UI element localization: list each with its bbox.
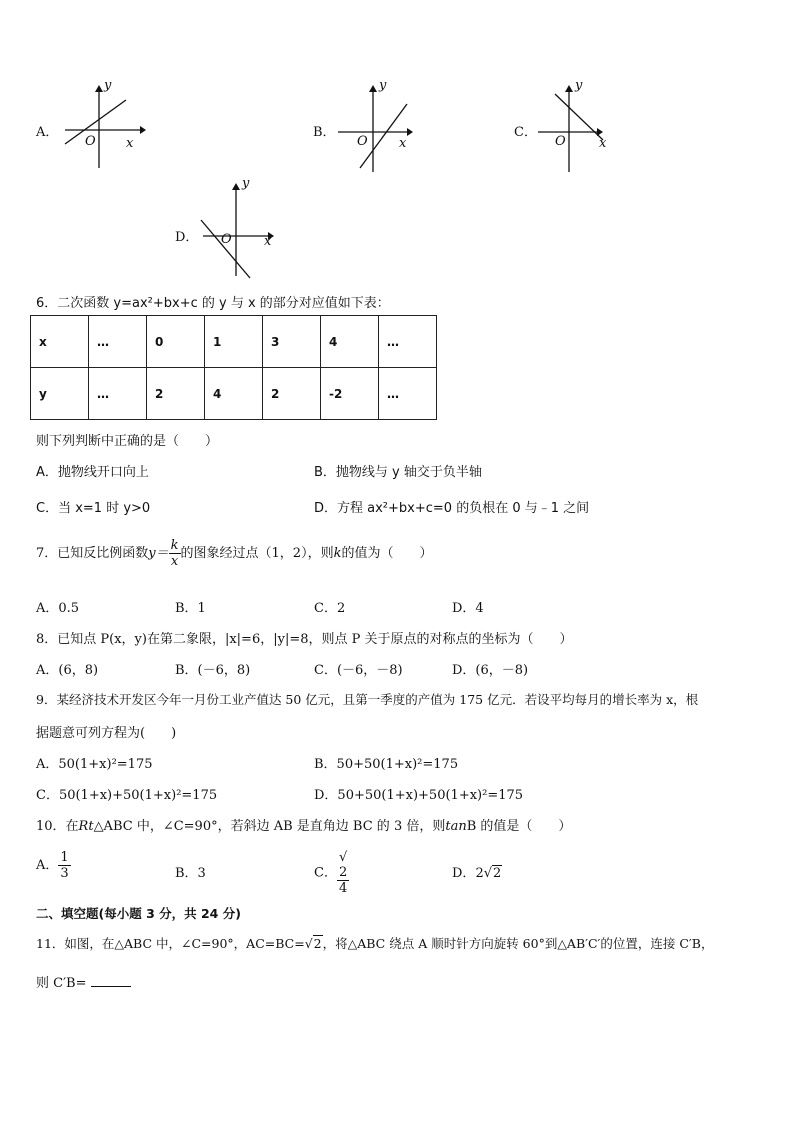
q7-text-post2: 的值为（ ） — [341, 546, 433, 561]
table-cell: … — [379, 368, 437, 420]
table-cell: … — [379, 316, 437, 368]
q10-c-num: √ 2 — [338, 850, 348, 880]
q8-stem: 8．已知点 P(x，y)在第二象限，|x|=6，|y|=8，则点 P 关于原点的对称点的坐标为（ ） — [36, 632, 573, 647]
q11-line2-text: 则 C′B= — [36, 976, 87, 991]
q7-option-a: A．0.5 — [36, 601, 80, 616]
origin-label: O — [357, 134, 368, 149]
table-cell: 2 — [147, 368, 205, 420]
y-axis-label: y — [575, 78, 583, 93]
y-axis-label: y — [379, 78, 387, 93]
q10-d-label: D． — [452, 866, 476, 881]
q7-stem — [36, 538, 432, 569]
q10-a-fraction — [58, 850, 70, 881]
q5-option-a-graph — [60, 80, 150, 170]
q5-option-d-graph — [198, 178, 288, 280]
table-cell: 4 — [321, 316, 379, 368]
q7-frac-num: k — [170, 538, 179, 553]
q11-radicand: 2 — [313, 936, 322, 951]
q10-option-c — [314, 850, 349, 896]
q7-option-d: D．4 — [452, 601, 484, 616]
q10-a-num: 1 — [60, 850, 69, 865]
q10-c-den: 4 — [338, 881, 348, 896]
table-cell: 2 — [263, 368, 321, 420]
table-cell: 3 — [263, 316, 321, 368]
q6-option-a: A．抛物线开口向上 — [36, 465, 149, 480]
table-cell: -2 — [321, 368, 379, 420]
q10-text-post: B 的值是（ ） — [466, 819, 572, 834]
q7-text-pre: 7．已知反比例函数 — [36, 546, 149, 561]
q9-option-c: C．50(1+x)+50(1+x)²=175 — [36, 788, 218, 803]
q10-d-radicand: 2 — [493, 866, 502, 881]
table-cell: 1 — [205, 316, 263, 368]
q5-d-line — [201, 220, 250, 278]
q7-frac-den: x — [170, 554, 179, 569]
q5-option-a-label: A． — [36, 125, 59, 140]
q10-d-coef: 2 — [475, 866, 484, 881]
x-axis-label: x — [126, 136, 134, 151]
q5-option-b-label: B． — [313, 125, 336, 140]
q6-prompt: 则下列判断中正确的是（ ） — [36, 434, 219, 449]
origin-label: O — [221, 232, 232, 247]
table-cell: 4 — [205, 368, 263, 420]
answer-blank[interactable] — [91, 986, 131, 987]
section-heading: 二、填空题(每小题 3 分，共 24 分) — [36, 906, 241, 921]
q7-k: k — [333, 546, 342, 561]
q5-option-b-graph — [335, 80, 425, 175]
q10-text-pre: 10．在 — [36, 819, 79, 834]
q10-tan: tan — [445, 819, 467, 834]
q9-stem-line1: 9．某经济技术开发区今年一月份工业产值达 50 亿元，且第一季度的产值为 175 亿元．若设平均每月的增长率为 x，根 — [36, 692, 699, 707]
q7-fraction — [169, 538, 181, 569]
q10-c-label: C． — [314, 865, 337, 881]
q8-option-b: B．(－6，8) — [175, 663, 251, 678]
q6-stem: 6．二次函数 y=ax²+bx+c 的 y 与 x 的部分对应值如下表： — [36, 296, 390, 311]
q11-text-post: ，将△ABC 绕点 A 顺时针方向旋转 60°到△AB′C′的位置，连接 C′B， — [322, 936, 714, 951]
q10-a-label: A． — [36, 858, 59, 873]
q6-option-b: B．抛物线与 y 轴交于负半轴 — [314, 465, 482, 480]
q10-rt: Rt — [78, 819, 94, 834]
q11-stem-line1 — [36, 934, 713, 952]
q5-option-c-label: C． — [514, 125, 537, 140]
q8-option-a: A．(6，8) — [36, 663, 99, 678]
q7-option-b: B．1 — [175, 601, 206, 616]
table-row — [31, 316, 437, 368]
q11-sqrt: √2 — [304, 936, 322, 951]
table-cell: … — [89, 368, 147, 420]
y-axis-label: y — [242, 176, 250, 191]
table-cell: … — [89, 316, 147, 368]
x-axis-label: x — [599, 136, 607, 151]
q10-a-den: 3 — [60, 866, 69, 881]
q9-option-a: A．50(1+x)²=175 — [36, 757, 153, 772]
origin-label: O — [85, 134, 96, 149]
q10-stem — [36, 815, 571, 834]
table-cell: 0 — [147, 316, 205, 368]
q10-c-radicand: 2 — [338, 865, 348, 880]
q11-text-pre: 11．如图，在△ABC 中，∠C=90°，AC=BC= — [36, 936, 305, 951]
origin-label: O — [555, 134, 566, 149]
q9-option-b: B．50+50(1+x)²=175 — [314, 757, 459, 772]
q11-stem-line2 — [36, 972, 131, 991]
q10-text-mid: △ABC 中，∠C=90°，若斜边 AB 是直角边 BC 的 3 倍，则 — [93, 819, 446, 834]
y-axis-label: y — [104, 78, 112, 93]
q10-d-sqrt: √2 — [483, 866, 502, 881]
q6-option-d: D．方程 ax²+bx+c=0 的负根在 0 与﹣1 之间 — [314, 501, 590, 516]
q5-option-c-graph — [535, 80, 625, 175]
q9-option-d: D．50+50(1+x)+50(1+x)²=175 — [314, 788, 524, 803]
q5-option-d-label: D． — [175, 230, 199, 245]
q6-value-table — [30, 315, 437, 420]
q10-option-d — [452, 862, 502, 881]
table-cell: y — [31, 368, 89, 420]
table-row — [31, 368, 437, 420]
q7-option-c: C．2 — [314, 601, 346, 616]
table-cell: x — [31, 316, 89, 368]
q9-stem-line2: 据题意可列方程为( ) — [36, 726, 177, 741]
x-axis-label: x — [399, 136, 407, 151]
q8-option-d: D．(6，－8) — [452, 663, 529, 678]
q10-option-a — [36, 850, 71, 881]
q8-option-c: C．(－6，－8) — [314, 663, 403, 678]
q7-text-post: 的图象经过点（1，2），则 — [180, 546, 334, 561]
q10-c-fraction — [337, 850, 349, 896]
q10-option-b: B．3 — [175, 866, 206, 881]
q7-lhs: y＝ — [148, 546, 169, 561]
x-axis-label: x — [264, 234, 272, 249]
q6-option-c: C．当 x=1 时 y>0 — [36, 501, 151, 516]
